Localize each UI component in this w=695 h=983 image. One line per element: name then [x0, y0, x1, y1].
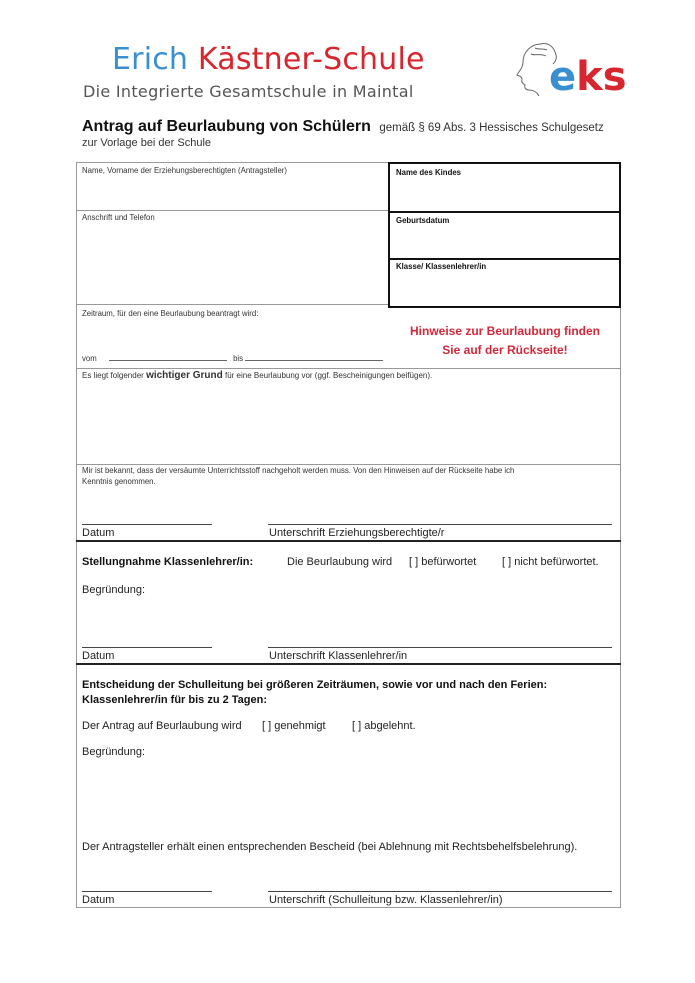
principal-signature-line[interactable] — [268, 891, 612, 892]
principal-date-line[interactable] — [82, 891, 212, 892]
form-title-main: Antrag auf Beurlaubung von Schülern — [82, 118, 371, 135]
form-subtitle: zur Vorlage bei der Schule — [82, 137, 212, 149]
reason-suffix: für eine Beurlaubung vor (ggf. Bescheinigungen beifügen). — [224, 371, 433, 380]
notice-line-1: Hinweise zur Beurlaubung finden — [409, 324, 600, 338]
period-field[interactable]: Zeitraum, für den eine Beurlaubung beantragt wird: — [82, 309, 259, 318]
option-rejected-checkbox[interactable]: [ ] abgelehnt. — [352, 720, 416, 732]
school-name-first: Erich — [112, 42, 189, 77]
reverse-side-notice — [392, 322, 618, 360]
option-not-supported-checkbox[interactable]: [ ] nicht befürwortet. — [502, 556, 599, 568]
parent-signature-label: Unterschrift Erziehungsberechtigte/r — [269, 527, 445, 539]
period-to-label: bis — [233, 354, 244, 363]
teacher-signature-line[interactable] — [268, 647, 612, 648]
teacher-date-line[interactable] — [82, 647, 212, 648]
period-from-input[interactable] — [109, 352, 227, 361]
teacher-reason-label[interactable]: Begründung: — [82, 584, 145, 596]
principal-notice: Der Antragsteller erhält einen entsprechenden Bescheid (bei Ablehnung mit Rechtsbehelfsbelehrung). — [82, 841, 578, 853]
reason-prefix: Es liegt folgender — [82, 371, 144, 380]
birth-date-label: Geburtsdatum — [396, 216, 450, 225]
parent-name-field[interactable]: Name, Vorname der Erziehungsberechtigten (Antragsteller) — [82, 166, 287, 175]
parent-date-line[interactable] — [82, 524, 212, 525]
reason-field[interactable] — [82, 370, 432, 381]
parent-signature-line[interactable] — [268, 524, 612, 525]
school-name-second: Kästner-Schule — [197, 42, 425, 77]
school-name — [112, 42, 425, 77]
birth-date-field[interactable] — [388, 211, 621, 260]
class-teacher-field[interactable] — [388, 258, 621, 308]
period-range — [82, 352, 383, 363]
teacher-statement: Die Beurlaubung wird — [287, 556, 393, 568]
logo-text: eks — [549, 54, 627, 100]
acknowledgement-line-2: Kenntnis genommen. — [82, 477, 156, 486]
section-divider — [76, 540, 621, 542]
divider — [76, 210, 389, 211]
child-name-field[interactable] — [388, 162, 621, 213]
form-title — [82, 118, 604, 136]
period-from-label: vom — [82, 354, 97, 363]
acknowledgement-text — [82, 465, 514, 487]
school-logo — [513, 38, 627, 104]
principal-heading-line-1: Entscheidung der Schulleitung bei größeren Zeiträumen, sowie vor und nach den Ferien: — [82, 679, 548, 691]
principal-date-label: Datum — [82, 894, 115, 906]
teacher-section-heading: Stellungnahme Klassenlehrer/in: — [82, 556, 254, 568]
reason-emphasis: wichtiger Grund — [146, 370, 223, 381]
period-to-input[interactable] — [245, 352, 383, 361]
child-name-label: Name des Kindes — [396, 168, 461, 177]
class-teacher-label: Klasse/ Klassenlehrer/in — [396, 262, 487, 271]
principal-reason-label[interactable]: Begründung: — [82, 746, 145, 758]
principal-signature-label: Unterschrift (Schulleitung bzw. Klassenlehrer/in) — [269, 894, 503, 906]
acknowledgement-line-1: Mir ist bekannt, dass der versäumte Unterrichtsstoff nachgeholt werden muss. Von den Hinweisen auf der Rückseite habe ich — [82, 466, 515, 475]
teacher-signature-label: Unterschrift Klassenlehrer/in — [269, 650, 408, 662]
address-phone-field[interactable]: Anschrift und Telefon — [82, 213, 155, 222]
option-supported-checkbox[interactable]: [ ] befürwortet — [409, 556, 477, 568]
form-legal-basis: gemäß § 69 Abs. 3 Hessisches Schulgesetz — [379, 122, 604, 134]
divider — [76, 368, 621, 369]
parent-date-label: Datum — [82, 527, 115, 539]
notice-line-2: Sie auf der Rückseite! — [442, 343, 568, 357]
option-approved-checkbox[interactable]: [ ] genehmigt — [262, 720, 326, 732]
teacher-date-label: Datum — [82, 650, 115, 662]
principal-heading-line-2: Klassenlehrer/in für bis zu 2 Tagen: — [82, 694, 268, 706]
section-divider — [76, 663, 621, 665]
school-subtitle: Die Integrierte Gesamtschule in Maintal — [83, 82, 414, 101]
divider — [76, 304, 389, 305]
principal-statement: Der Antrag auf Beurlaubung wird — [82, 720, 242, 732]
